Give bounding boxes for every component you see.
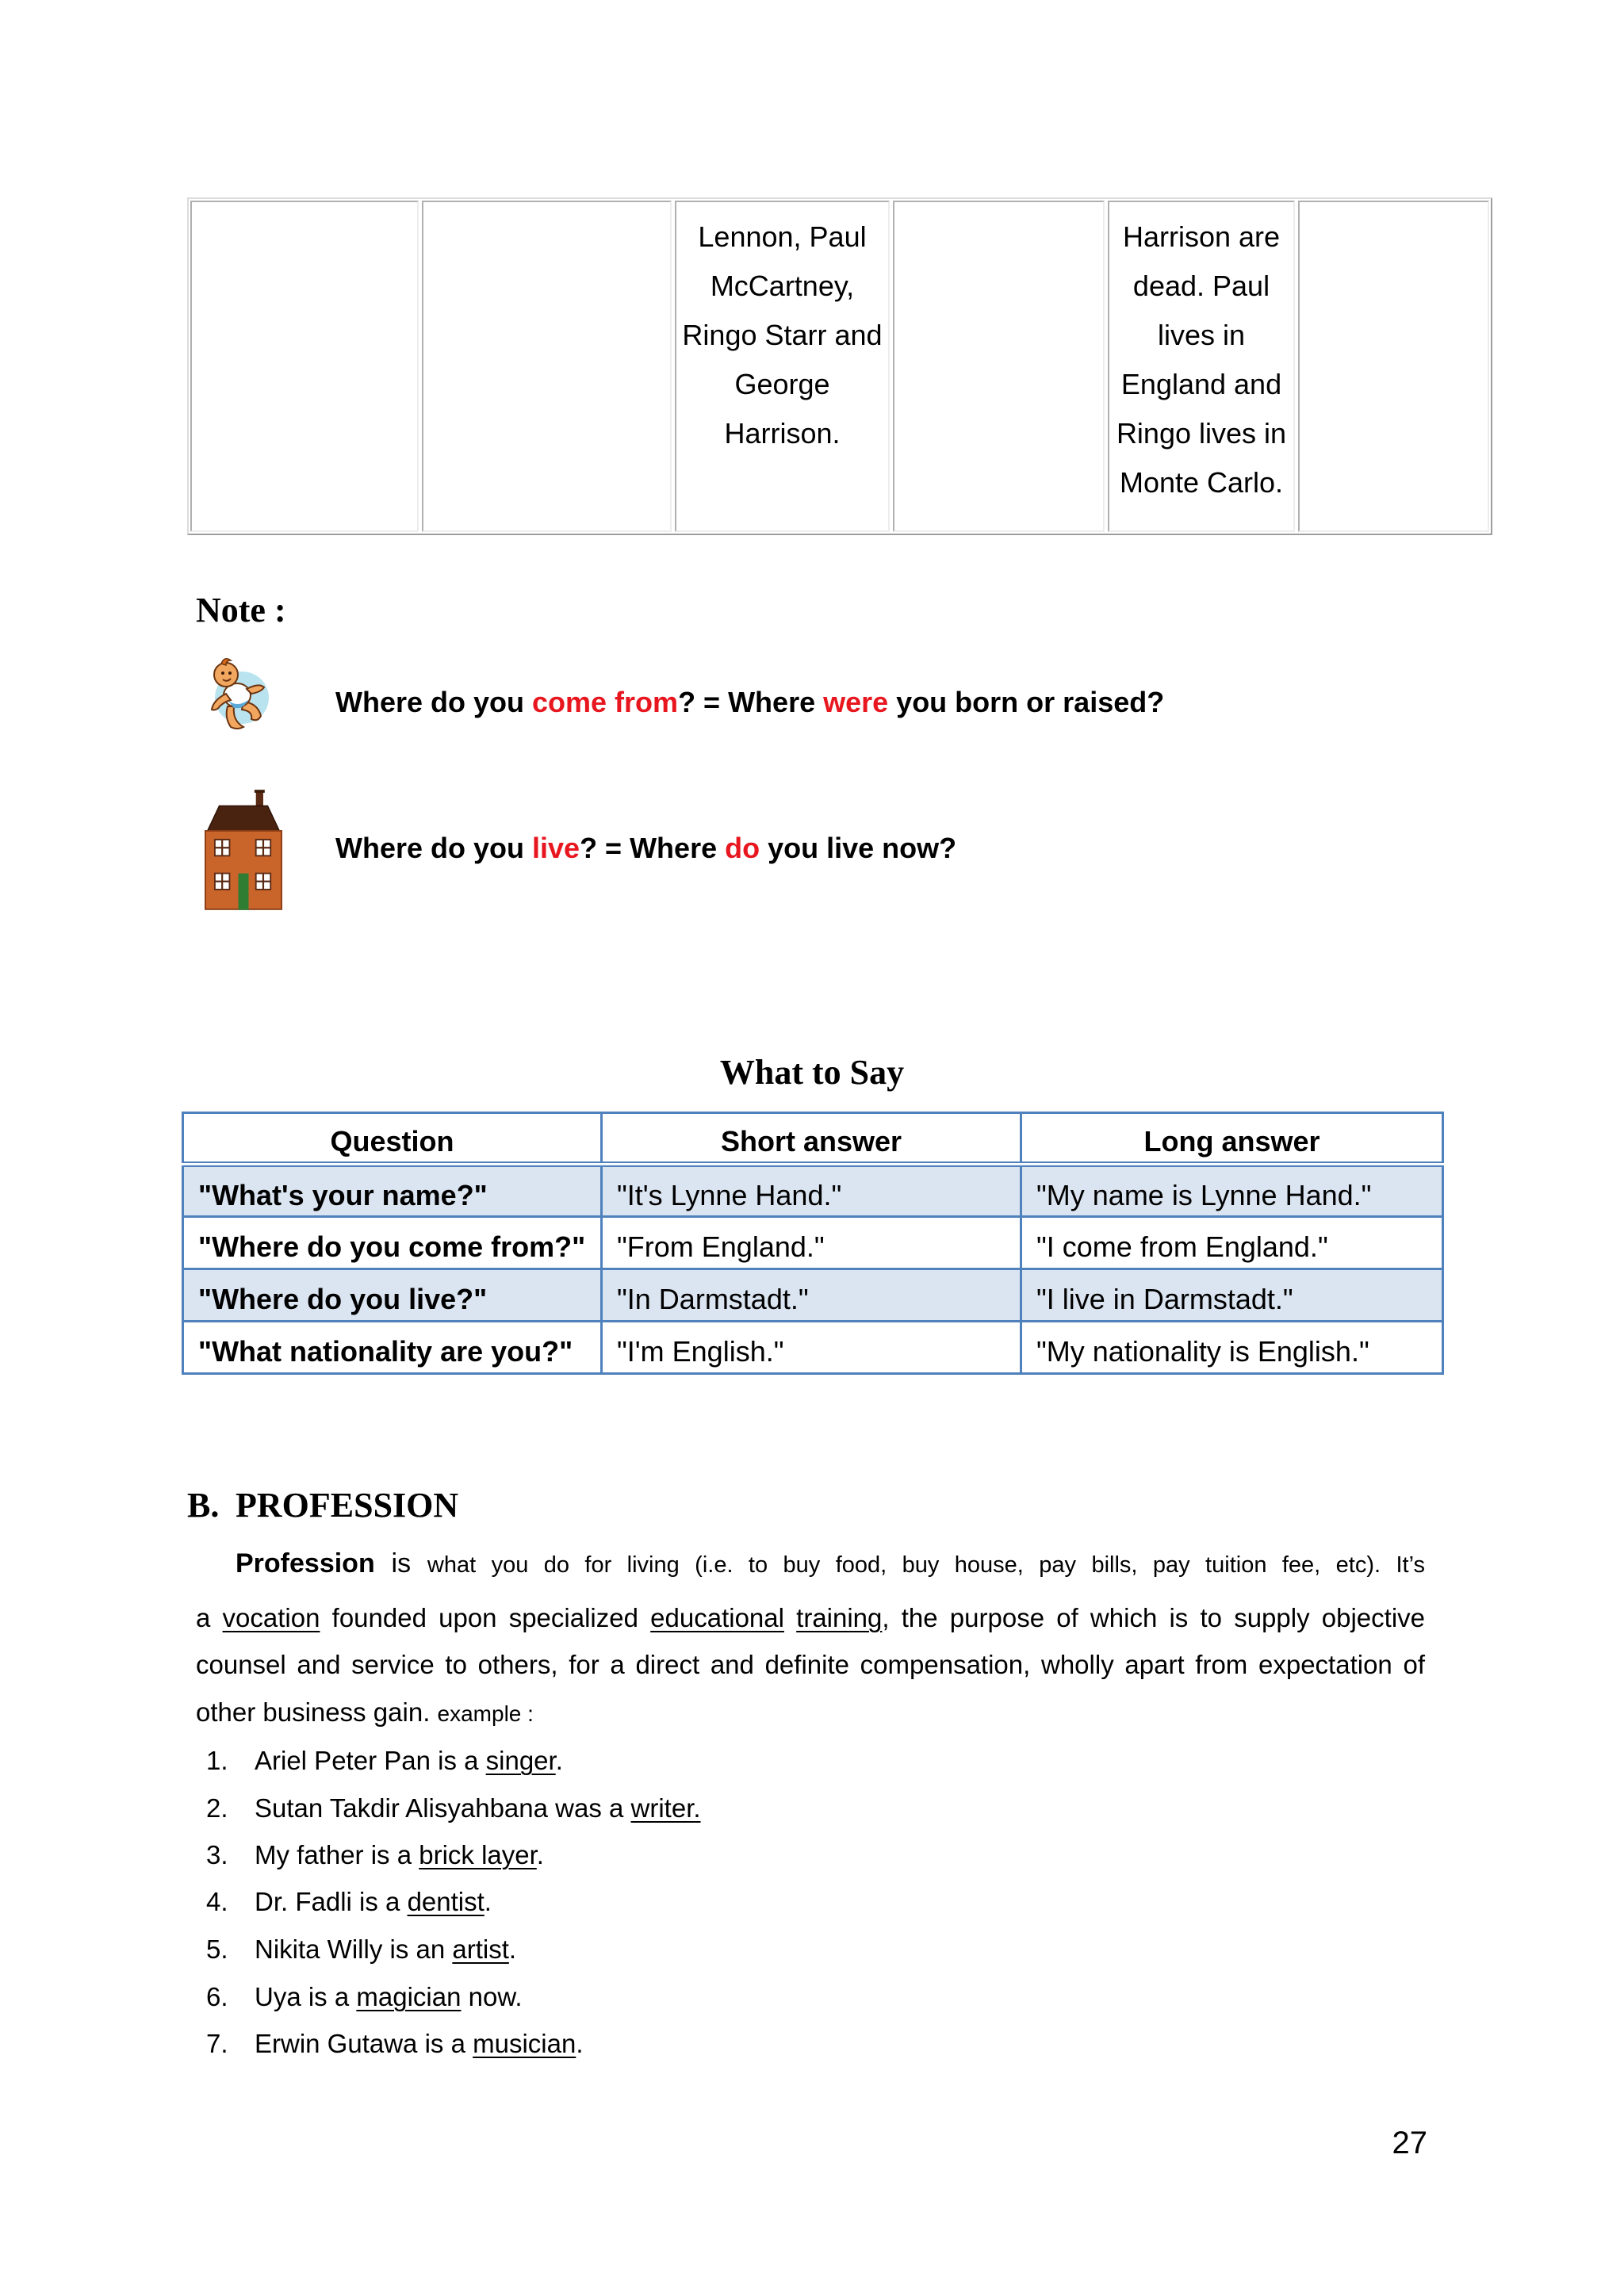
note-text: ? = Where: [678, 686, 824, 718]
note-heading: Note :: [196, 591, 286, 629]
question-cell: "Where do you live?": [183, 1269, 602, 1322]
table-row: [183, 1217, 1443, 1269]
table-cell: [1108, 201, 1295, 532]
sentence-text: Uya is a: [255, 1982, 357, 2011]
list-number: 6.: [206, 1982, 228, 2011]
column-header: Question: [183, 1113, 602, 1165]
long-answer-cell: "My nationality is English.": [1021, 1322, 1443, 1374]
paragraph-text: a: [196, 1603, 223, 1632]
question-cell: "What nationality are you?": [183, 1322, 602, 1374]
list-number: 3.: [206, 1840, 228, 1869]
list-item: [206, 2025, 1396, 2063]
long-answer-cell: "My name is Lynne Hand.": [1021, 1165, 1443, 1217]
note-line-come-from: [335, 683, 1164, 722]
section-label: B.: [187, 1486, 220, 1525]
paragraph-text: , the purpose of which is to supply objective: [882, 1603, 1426, 1632]
list-item-text: [255, 1978, 523, 2016]
column-header: Long answer: [1021, 1113, 1443, 1165]
table-row: [183, 1165, 1443, 1217]
table-cell: [422, 201, 672, 532]
highlight-text: come from: [532, 686, 679, 718]
highlight-text: were: [823, 686, 889, 718]
cell-line: Ringo lives in: [1116, 417, 1287, 450]
long-answer-cell: "I live in Darmstadt.": [1021, 1269, 1443, 1322]
section-heading: PROFESSION: [236, 1486, 459, 1525]
list-item-text: [255, 1931, 516, 1969]
cell-line: George: [734, 368, 830, 400]
cell-line: McCartney,: [710, 270, 855, 302]
cell-line: lives in: [1157, 319, 1246, 351]
list-number: 1.: [206, 1746, 228, 1775]
profession-word: brick layer: [419, 1840, 537, 1869]
list-number: 2.: [206, 1793, 228, 1823]
what-to-say-table: [182, 1112, 1444, 1375]
list-item-text: [255, 1836, 544, 1874]
paragraph-line: [196, 1544, 1425, 1585]
table-header-row: [183, 1113, 1443, 1165]
sentence-end: .: [536, 1840, 544, 1869]
table-row: [183, 1322, 1443, 1374]
baby-icon: [202, 654, 270, 732]
cell-line: Monte Carlo.: [1119, 466, 1284, 499]
profession-word: dentist: [407, 1887, 485, 1916]
sentence-text: Dr. Fadli is a: [255, 1887, 408, 1916]
continued-table: [187, 197, 1492, 535]
sentence-end: .: [576, 2029, 584, 2058]
paragraph-text: founded upon specialized: [320, 1603, 651, 1632]
example-label: example :: [437, 1701, 534, 1726]
table-row: [183, 1269, 1443, 1322]
list-item: [206, 1883, 1396, 1921]
profession-word: artist: [452, 1934, 509, 1964]
sentence-text: Nikita Willy is an: [255, 1934, 453, 1964]
paragraph-text: other business gain.: [196, 1697, 438, 1727]
long-answer-cell: "I come from England.": [1021, 1217, 1443, 1269]
note-text: Where do you: [335, 832, 533, 864]
cell-line: Harrison.: [724, 417, 841, 450]
list-item: [206, 1742, 1396, 1780]
note-text: you born or raised?: [888, 686, 1165, 718]
list-number: 4.: [206, 1887, 228, 1916]
note-text: you live now?: [760, 832, 957, 864]
short-answer-cell: "I'm English.": [602, 1322, 1021, 1374]
house-icon: [205, 790, 282, 910]
question-cell: "Where do you come from?": [183, 1217, 602, 1269]
sentence-text: Sutan Takdir Alisyahbana was a: [255, 1793, 631, 1823]
profession-word: musician: [473, 2029, 576, 2058]
table-cell: [190, 201, 419, 532]
note-text: ? = Where: [580, 832, 726, 864]
list-item: [206, 1978, 1396, 2016]
paragraph-text: is: [374, 1548, 427, 1578]
sentence-end: now.: [461, 1982, 523, 2011]
short-answer-cell: "In Darmstadt.": [602, 1269, 1021, 1322]
list-number: 7.: [206, 2029, 228, 2058]
table-cell: [893, 201, 1105, 532]
profession-word: magician: [356, 1982, 462, 2011]
short-answer-cell: "It's Lynne Hand.": [602, 1165, 1021, 1217]
table-cell: [1298, 201, 1489, 532]
paragraph-text: counsel and service to others, for a direct and definite compensation, wholly apart from expectation of: [196, 1650, 1425, 1679]
list-item: [206, 1789, 1396, 1827]
question-cell: "What's your name?": [183, 1165, 602, 1217]
underlined-term: training: [796, 1603, 883, 1632]
highlight-text: live: [532, 832, 580, 864]
sentence-end: .: [508, 1934, 517, 1964]
list-item: [206, 1836, 1396, 1874]
profession-word: writer.: [630, 1793, 701, 1823]
cell-line: Ringo Starr and: [682, 319, 883, 351]
sentence-text: Ariel Peter Pan is a: [255, 1746, 486, 1775]
defined-term: Profession: [236, 1548, 375, 1578]
section-title: What to Say: [719, 1053, 905, 1092]
list-number: 5.: [206, 1934, 228, 1964]
sentence-end: .: [555, 1746, 563, 1775]
list-item-text: [255, 1742, 563, 1780]
page-number: 27: [1392, 2126, 1427, 2160]
underlined-term: vocation: [222, 1603, 320, 1632]
sentence-text: Erwin Gutawa is a: [255, 2029, 473, 2058]
paragraph-line: [196, 1693, 1425, 1733]
paragraph-line: [196, 1646, 1425, 1684]
list-item-text: [255, 1789, 701, 1827]
paragraph-line: [196, 1599, 1425, 1637]
cell-line: England and: [1120, 368, 1282, 400]
sentence-text: My father is a: [255, 1840, 419, 1869]
note-text: Where do you: [335, 686, 533, 718]
sentence-end: .: [484, 1887, 492, 1916]
profession-word: singer: [485, 1746, 556, 1775]
cell-line: Harrison are: [1122, 220, 1281, 253]
table-cell: [675, 201, 890, 532]
short-answer-cell: "From England.": [602, 1217, 1021, 1269]
paragraph-text: what you do for living (i.e. to buy food, buy house, pay bills, pay tuition fee, etc). It’s: [427, 1552, 1425, 1578]
list-item-text: [255, 2025, 584, 2063]
highlight-text: do: [725, 832, 760, 864]
column-header: Short answer: [602, 1113, 1021, 1165]
list-item: [206, 1931, 1396, 1969]
list-item-text: [255, 1883, 492, 1921]
cell-line: Lennon, Paul: [698, 220, 867, 253]
underlined-term: educational: [650, 1603, 784, 1632]
cell-line: dead. Paul: [1132, 270, 1270, 302]
paragraph-text: [784, 1603, 796, 1632]
note-line-live: [335, 828, 956, 868]
